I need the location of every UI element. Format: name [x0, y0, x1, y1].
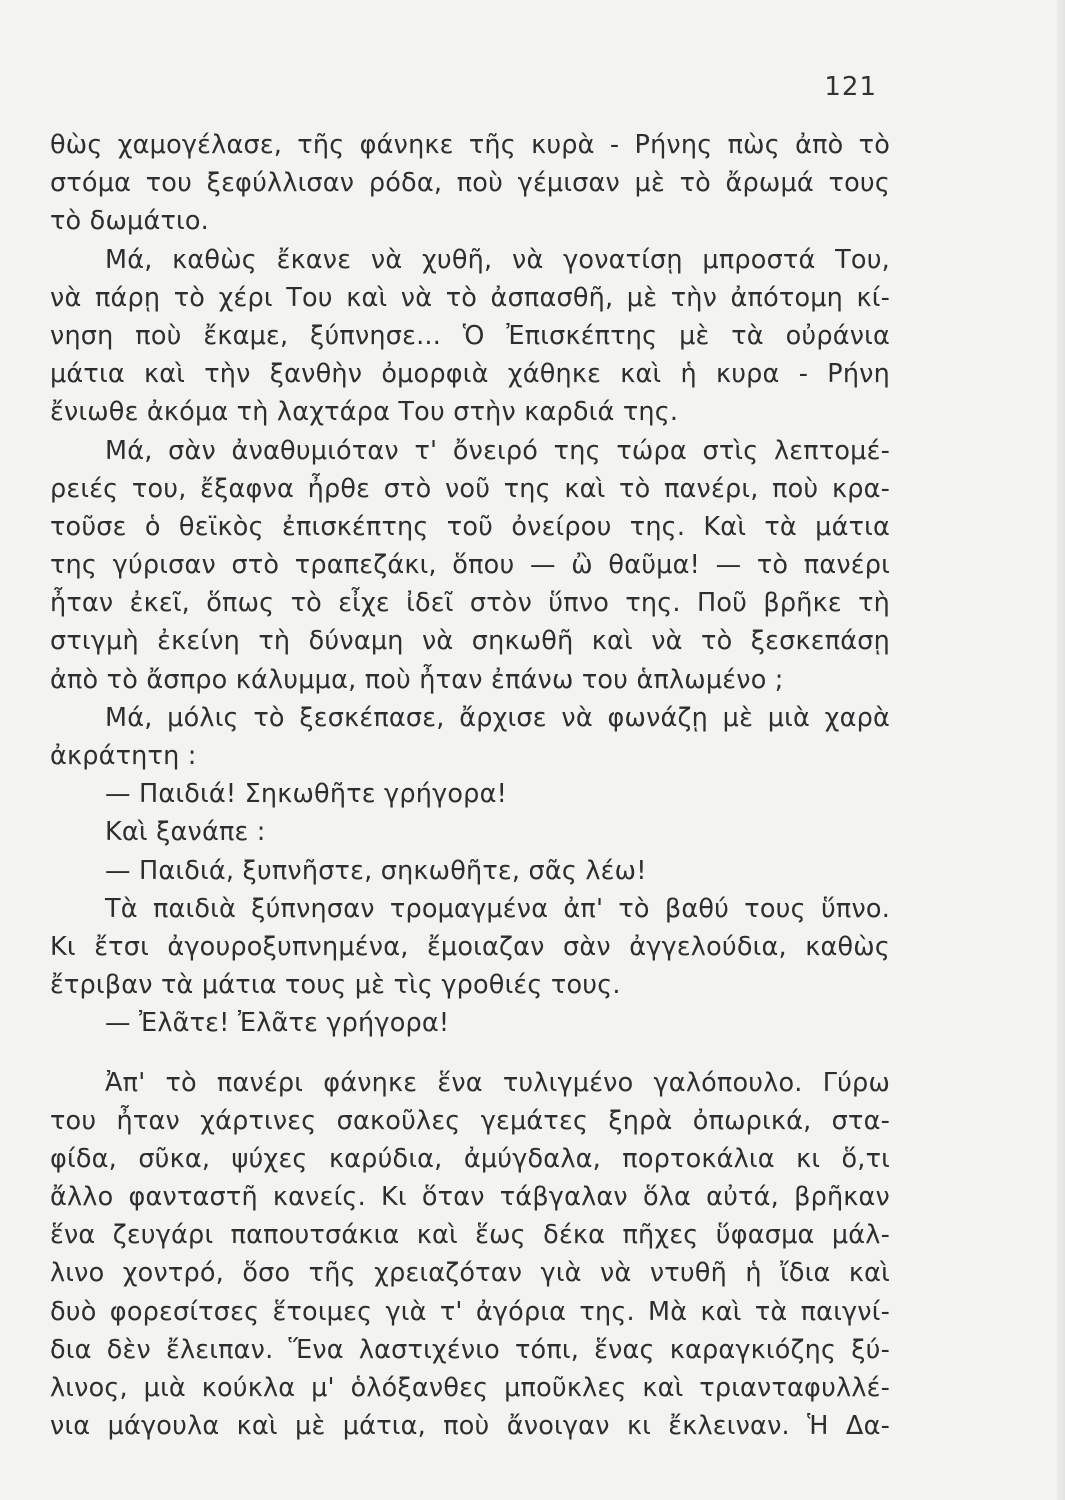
- text-line: στόμα του ξεφύλλισαν ρόδα, ποὺ γέμισαν μὲ τὸ ἄρωμά τους: [50, 168, 890, 199]
- text-line: τοῦσε ὁ θεϊκὸς ἐπισκέπτης τοῦ ὀνείρου της. Καὶ τὰ μάτια: [50, 511, 890, 542]
- text-line: ἔνιωθε ἀκόμα τὴ λαχτάρα Του στὴν καρδιά της.: [50, 397, 679, 428]
- text-line: ἦταν ἐκεῖ, ὅπως τὸ εἶχε ἰδεῖ στὸν ὕπνο της. Ποῦ βρῆκε τὴ: [50, 588, 890, 619]
- text-line: θὼς χαμογέλασε, τῆς φάνηκε τῆς κυρὰ - Ρήνης πὼς ἀπὸ τὸ: [50, 130, 890, 160]
- text-line: του ἦταν χάρτινες σακοῦλες γεμάτες ξηρὰ ὀπωρικά, στα-: [50, 1105, 890, 1136]
- text-line: δια δὲν ἔλειπαν. Ἕνα λαστιχένιο τόπι, ἕνας καραγκιόζης ξύ-: [50, 1334, 890, 1365]
- text-line: ἔτριβαν τὰ μάτια τους μὲ τὶς γροθιές τους.: [50, 970, 621, 1001]
- dialogue-line: — Ἐλᾶτε! Ἐλᾶτε γρήγορα!: [105, 1008, 450, 1039]
- text-line: Τὰ παιδιὰ ξύπνησαν τρομαγμένα ἀπ' τὸ βαθύ τους ὕπνο.: [105, 893, 890, 924]
- text-line: ἀπὸ τὸ ἄσπρο κάλυμμα, ποὺ ἦταν ἐπάνω του ἁπλωμένο ;: [50, 664, 784, 695]
- text-line: λινο χοντρό, ὅσο τῆς χρειαζόταν γιὰ νὰ ντυθῆ ἡ ἴδια καὶ: [50, 1258, 890, 1289]
- text-line: ρειές του, ἔξαφνα ἦρθε στὸ νοῦ της καὶ τὸ πανέρι, ποὺ κρα-: [50, 473, 890, 504]
- text-line: ἄλλο φανταστῆ κανείς. Κι ὅταν τάβγαλαν ὅλα αὐτά, βρῆκαν: [50, 1182, 890, 1213]
- page-number: 121: [824, 72, 877, 102]
- dialogue-line: — Παιδιά! Σηκωθῆτε γρήγορα!: [105, 779, 507, 810]
- dialogue-line: — Παιδιά, ξυπνῆστε, σηκωθῆτε, σᾶς λέω!: [105, 855, 647, 886]
- text-line: της γύρισαν στὸ τραπεζάκι, ὅπου — ὢ θαῦμα! — τὸ πανέρι: [50, 550, 890, 581]
- text-line: μάτια καὶ τὴν ξανθὴν ὀμορφιὰ χάθηκε καὶ ἡ κυρα - Ρήνη: [50, 359, 890, 390]
- text-line: Κι ἔτσι ἀγουροξυπνημένα, ἔμοιαζαν σὰν ἀγγελούδια, καθὼς: [50, 931, 890, 962]
- text-line: νια μάγουλα καὶ μὲ μάτια, ποὺ ἄνοιγαν κι ἔκλειναν. Ἡ Δα-: [50, 1411, 890, 1442]
- text-line: στιγμὴ ἐκείνη τὴ δύναμη νὰ σηκωθῆ καὶ νὰ τὸ ξεσκεπάσῃ: [50, 626, 890, 657]
- text-line: νηση ποὺ ἔκαμε, ξύπνησε... Ὁ Ἐπισκέπτης μὲ τὰ οὐράνια: [50, 320, 890, 351]
- text-line: λινος, μιὰ κούκλα μ' ὁλόξανθες μποῦκλες καὶ τριανταφυλλέ-: [50, 1373, 890, 1403]
- paragraph-gap: [50, 1043, 890, 1064]
- text-line: Μά, μόλις τὸ ξεσκέπασε, ἄρχισε νὰ φωνάζῃ μὲ μιὰ χαρὰ: [105, 702, 890, 733]
- text-line: δυὸ φορεσίτσες ἕτοιμες γιὰ τ' ἀγόρια της. Μὰ καὶ τὰ παιγνί-: [50, 1296, 890, 1327]
- text-line: Ἀπ' τὸ πανέρι φάνηκε ἕνα τυλιγμένο γαλόπουλο. Γύρω: [105, 1067, 890, 1098]
- text-line: νὰ πάρῃ τὸ χέρι Του καὶ νὰ τὸ ἀσπασθῆ, μὲ τὴν ἀπότομη κί-: [50, 282, 890, 313]
- text-line: ἀκράτητη :: [50, 741, 197, 771]
- text-line: Μά, καθὼς ἔκανε νὰ χυθῆ, νὰ γονατίσῃ μπροστά Του,: [105, 244, 890, 275]
- text-line: τὸ δωμάτιο.: [50, 206, 209, 237]
- body-text: [50, 126, 890, 1445]
- text-line: ἕνα ζευγάρι παπουτσάκια καὶ ἕως δέκα πῆχες ὕφασμα μάλ-: [50, 1220, 890, 1251]
- text-line: Μά, σὰν ἀναθυμιόταν τ' ὄνειρό της τώρα στὶς λεπτομέ-: [105, 435, 890, 466]
- page-edge-shadow: [1057, 0, 1065, 1500]
- text-line: φίδα, σῦκα, ψύχες καρύδια, ἀμύγδαλα, πορτοκάλια κι ὅ,τι: [50, 1143, 890, 1174]
- text-line: Καὶ ξανάπε :: [105, 817, 266, 848]
